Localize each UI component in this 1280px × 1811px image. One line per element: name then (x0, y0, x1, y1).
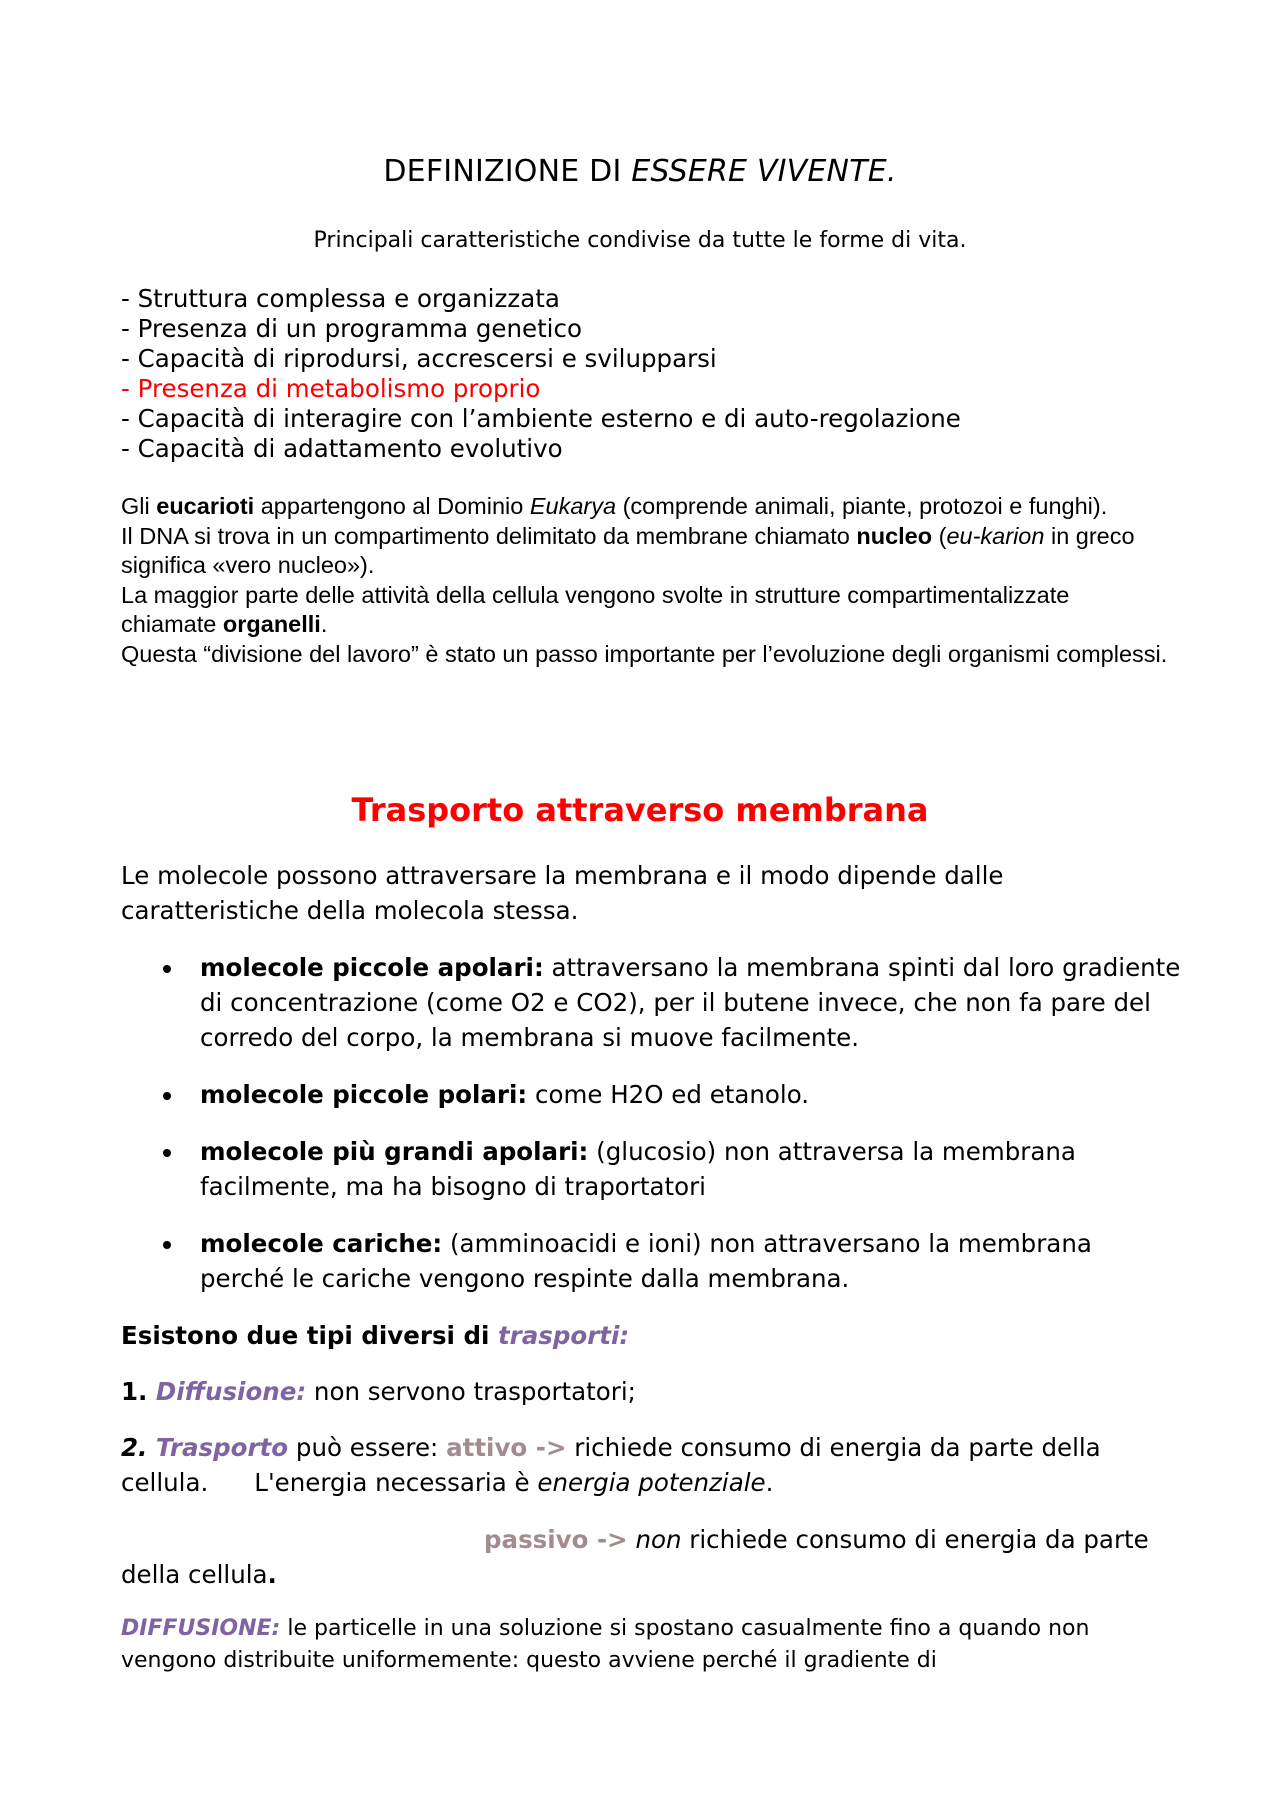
diffusion-item: 1. Diffusione: non servono trasportatori; (121, 1377, 636, 1406)
bullet-icon (163, 965, 171, 973)
feature-item: - Capacità di adattamento evolutivo (121, 434, 563, 463)
molecule-item: molecole cariche: (amminoacidi e ioni) non attraversano la membrana perché le cariche vengono respinte dalla membrana. (121, 1226, 1181, 1296)
molecule-item: molecole piccole polari: come H2O ed etanolo. (121, 1077, 1181, 1112)
eukarya-line-1: Gli eucarioti appartengono al Dominio Eukarya (comprende animali, piante, protozoi e funghi). (121, 493, 1108, 519)
molecule-item: molecole piccole apolari: attraversano la membrana spinti dal loro gradiente di concentrazione (come O2 e CO2), per il butene invece, che non fa pare del corredo del corpo, la membrana si muove facilmente. (121, 950, 1181, 1055)
eukarya-line-3: La maggior parte delle attività della cellula vengono svolte in strutture compartimentalizzate chiamate organelli. (121, 581, 1070, 637)
eukarya-line-2: Il DNA si trova in un compartimento delimitato da membrane chiamato nucleo (eu-karion in greco significa «vero nucleo»). (121, 522, 1135, 578)
transport-item: 2. Trasporto può essere: attivo -> richiede consumo di energia da parte della cellula. L'energia necessaria è energia potenziale. (121, 1433, 1101, 1497)
feature-item: - Presenza di un programma genetico (121, 314, 582, 343)
feature-item: - Capacità di interagire con l’ambiente esterno e di auto-regolazione (121, 404, 961, 433)
page-title: DEFINIZIONE DI ESSERE VIVENTE. (383, 154, 897, 189)
bullet-icon (163, 1241, 171, 1249)
passive-transport: passivo -> non richiede consumo di energia da parte della cellula. (121, 1525, 1149, 1589)
diffusion-definition: DIFFUSIONE: le particelle in una soluzione si spostano casualmente fino a quando non vengono distribuite uniformemente: questo avviene perché il gradiente di (121, 1616, 1090, 1673)
eukarya-line-4: Questa “divisione del lavoro” è stato un passo importante per l’evoluzione degli organismi complessi. (121, 640, 1168, 667)
feature-item: - Struttura complessa e organizzata (121, 284, 560, 313)
feature-item: - Capacità di riprodursi, accrescersi e svilupparsi (121, 344, 717, 373)
molecules-list (121, 950, 1181, 1318)
bullet-icon (163, 1092, 171, 1100)
features-list (121, 284, 961, 464)
eukarya-paragraph (121, 492, 1171, 669)
molecule-item: molecole più grandi apolari: (glucosio) non attraversa la membrana facilmente, ma ha bisogno di traportatori (121, 1134, 1181, 1204)
intro-paragraph: Le molecole possono attraversare la membrana e il modo dipende dalle caratteristiche della molecola stessa. (121, 861, 1004, 925)
page-subtitle: Principali caratteristiche condivise da tutte le forme di vita. (313, 228, 967, 253)
feature-item-highlighted: - Presenza di metabolismo proprio (121, 374, 541, 403)
section-heading: Trasporto attraverso membrana (351, 791, 929, 829)
bullet-icon (163, 1149, 171, 1157)
transport-types-heading: Esistono due tipi diversi di trasporti: (121, 1321, 630, 1350)
